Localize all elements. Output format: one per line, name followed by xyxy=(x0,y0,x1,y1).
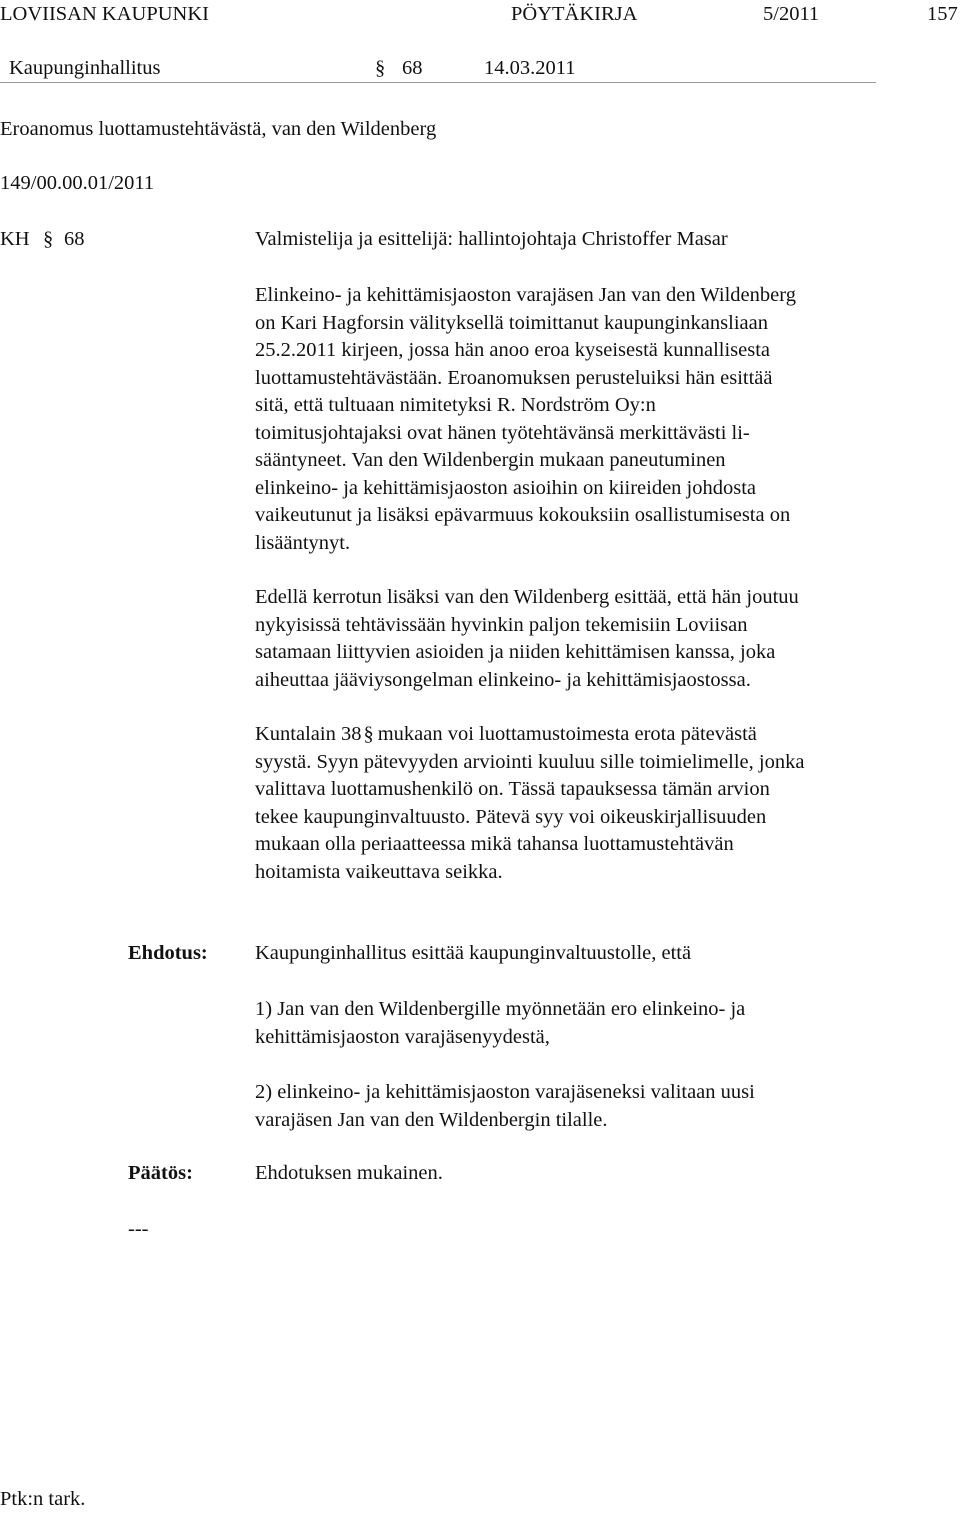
paragraph-line xyxy=(255,721,895,749)
header-doc-number: 5/2011 xyxy=(763,3,820,25)
header-divider xyxy=(0,82,876,83)
paragraph-1 xyxy=(255,282,895,557)
header-section-sign: § xyxy=(375,57,386,79)
item-title: Eroanomus luottamustehtävästä, van den Wildenberg xyxy=(0,118,437,140)
paragraph-line: sääntyneet. Van den Wildenbergin mukaan paneutuminen xyxy=(255,449,726,471)
paragraph-line: satamaan liittyvien asioiden ja niiden kehittämisen kanssa, joka xyxy=(255,641,776,663)
proposal-intro: Kaupunginhallitus esittää kaupunginvaltuustolle, että xyxy=(255,942,692,964)
paragraph-3 xyxy=(255,721,895,886)
separator: --- xyxy=(128,1218,149,1240)
paragraph-line: 1) Jan van den Wildenbergille myönnetään ero elinkeino- ja xyxy=(255,998,746,1020)
paragraph-line: sitä, että tultuaan nimitetyksi R. Nordström Oy:n xyxy=(255,394,656,416)
paragraph-line: varajäsen Jan van den Wildenbergin tilalle. xyxy=(255,1108,608,1131)
paragraph-line: Edellä kerrotun lisäksi van den Wildenberg esittää, että hän joutuu xyxy=(255,586,799,608)
record-number: 149/00.00.01/2011 xyxy=(0,172,155,194)
proposal-label: Ehdotus: xyxy=(128,942,208,964)
paragraph-2 xyxy=(255,584,895,694)
proposal-item-2 xyxy=(255,1079,895,1134)
header-page-number: 157 xyxy=(927,3,958,25)
preparer: Valmistelija ja esittelijä: hallintojohtaja Christoffer Masar xyxy=(255,228,728,250)
header-section: 68 xyxy=(402,57,423,79)
kh-section-sign: § xyxy=(43,228,54,250)
header-doc-type: PÖYTÄKIRJA xyxy=(511,3,638,25)
header-body: Kaupunginhallitus xyxy=(9,57,161,79)
paragraph-line: lisääntynyt. xyxy=(255,531,351,554)
footer-initials: Ptk:n tark. xyxy=(0,1488,86,1510)
header-org: LOVIISAN KAUPUNKI xyxy=(0,3,209,25)
paragraph-line: 25.2.2011 kirjeen, jossa hän anoo eroa kyseisestä kunnallisesta xyxy=(255,339,771,361)
header-date: 14.03.2011 xyxy=(484,57,576,79)
paragraph-line: valittava luottamushenkilö on. Tässä tapauksessa tämän arvion xyxy=(255,778,770,800)
paragraph-line: on Kari Hagforsin välityksellä toimittanut kaupunginkansliaan xyxy=(255,311,768,334)
paragraph-line: Elinkeino- ja kehittämisjaoston varajäsen Jan van den Wildenberg xyxy=(255,284,796,306)
paragraph-line: tekee kaupunginvaltuusto. Pätevä syy voi oikeuskirjallisuuden xyxy=(255,805,767,828)
paragraph-line: toimitusjohtajaksi ovat hänen työtehtävänsä merkittävästi li- xyxy=(255,421,750,444)
paragraph-line: vaikeutunut ja lisäksi epävarmuus kokouksiin osallistumisesta on xyxy=(255,504,791,526)
paragraph-line: hoitamista vaikeuttava seikka. xyxy=(255,860,503,883)
paragraph-line: 2) elinkeino- ja kehittämisjaoston varajäseneksi valitaan uusi xyxy=(255,1081,755,1103)
kh-label: KH xyxy=(0,228,30,250)
decision-label: Päätös: xyxy=(128,1162,193,1184)
paragraph-line: syystä. Syyn pätevyyden arviointi kuuluu sille toimielimelle, jonka xyxy=(255,750,805,773)
paragraph-line: kehittämisjaoston varajäsenyydestä, xyxy=(255,1025,550,1048)
law-reference: Kuntalain 38 xyxy=(255,723,362,745)
decision-text: Ehdotuksen mukainen. xyxy=(255,1162,443,1184)
section-sign: § xyxy=(363,723,374,745)
paragraph-line: aiheuttaa jääviysongelman elinkeino- ja kehittämisjaostossa. xyxy=(255,668,751,691)
proposal-item-1 xyxy=(255,996,895,1051)
paragraph-line: mukaan olla periaatteessa mikä tahansa luottamustehtävän xyxy=(255,833,734,855)
paragraph-text: mukaan voi luottamustoimesta erota pätevästä xyxy=(377,723,757,745)
paragraph-line: elinkeino- ja kehittämisjaoston asioihin on kiireiden johdosta xyxy=(255,476,757,499)
paragraph-line: luottamustehtävästään. Eroanomuksen perusteluiksi hän esittää xyxy=(255,366,773,389)
paragraph-line: nykyisissä tehtävissään hyvinkin paljon tekemisiin Loviisan xyxy=(255,613,748,636)
kh-number: 68 xyxy=(64,228,85,250)
